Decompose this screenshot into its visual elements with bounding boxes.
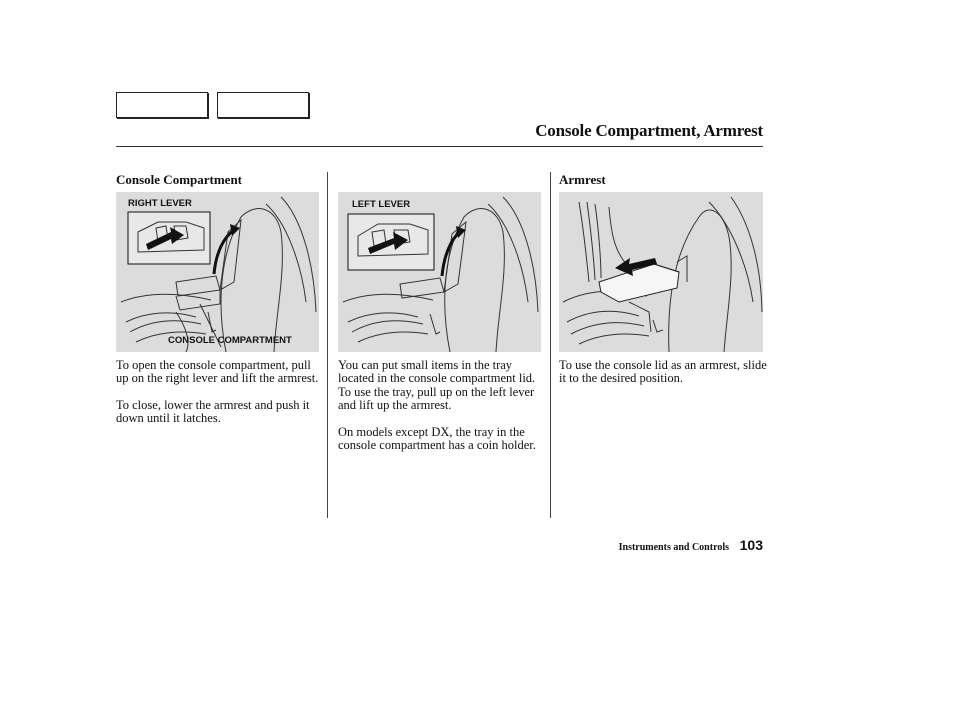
- console-compartment-label: CONSOLE COMPARTMENT: [168, 335, 292, 346]
- page-title: Console Compartment, Armrest: [535, 121, 763, 140]
- column-3-text: [559, 359, 767, 399]
- page-number: 103: [739, 537, 763, 553]
- armrest-slide-drawing: [559, 192, 763, 352]
- console-left-lever-drawing: [338, 192, 541, 352]
- paragraph: You can put small items in the tray located in the console compartment lid. To use the tray, pull up on the left lever and lift up the armrest.: [338, 358, 536, 413]
- column-1-text: [116, 359, 322, 439]
- paragraph: To use the console lid as an armrest, slide it to the desired position.: [559, 358, 767, 386]
- section-heading-armrest: Armrest: [559, 172, 606, 187]
- footer-section-name: Instruments and Controls: [618, 542, 729, 553]
- paragraph: To open the console compartment, pull up on the right lever and lift the armrest.: [116, 358, 319, 386]
- nav-tab-box[interactable]: [217, 92, 309, 118]
- left-lever-label: LEFT LEVER: [352, 199, 411, 210]
- console-compartment-illustration: [116, 192, 319, 352]
- right-lever-label: RIGHT LEVER: [128, 198, 192, 209]
- armrest-illustration: [559, 192, 763, 352]
- column-divider: [327, 172, 328, 518]
- paragraph: On models except DX, the tray in the console compartment has a coin holder.: [338, 424, 536, 453]
- console-right-lever-drawing: [116, 192, 319, 352]
- column-2-text: [338, 359, 544, 465]
- paragraph: To close, lower the armrest and push it down until it latches.: [116, 397, 310, 426]
- title-rule: [116, 146, 763, 147]
- section-heading-console-compartment: Console Compartment: [116, 172, 243, 187]
- tray-illustration: [338, 192, 541, 352]
- column-divider: [550, 172, 551, 518]
- nav-tab-box[interactable]: [116, 92, 208, 118]
